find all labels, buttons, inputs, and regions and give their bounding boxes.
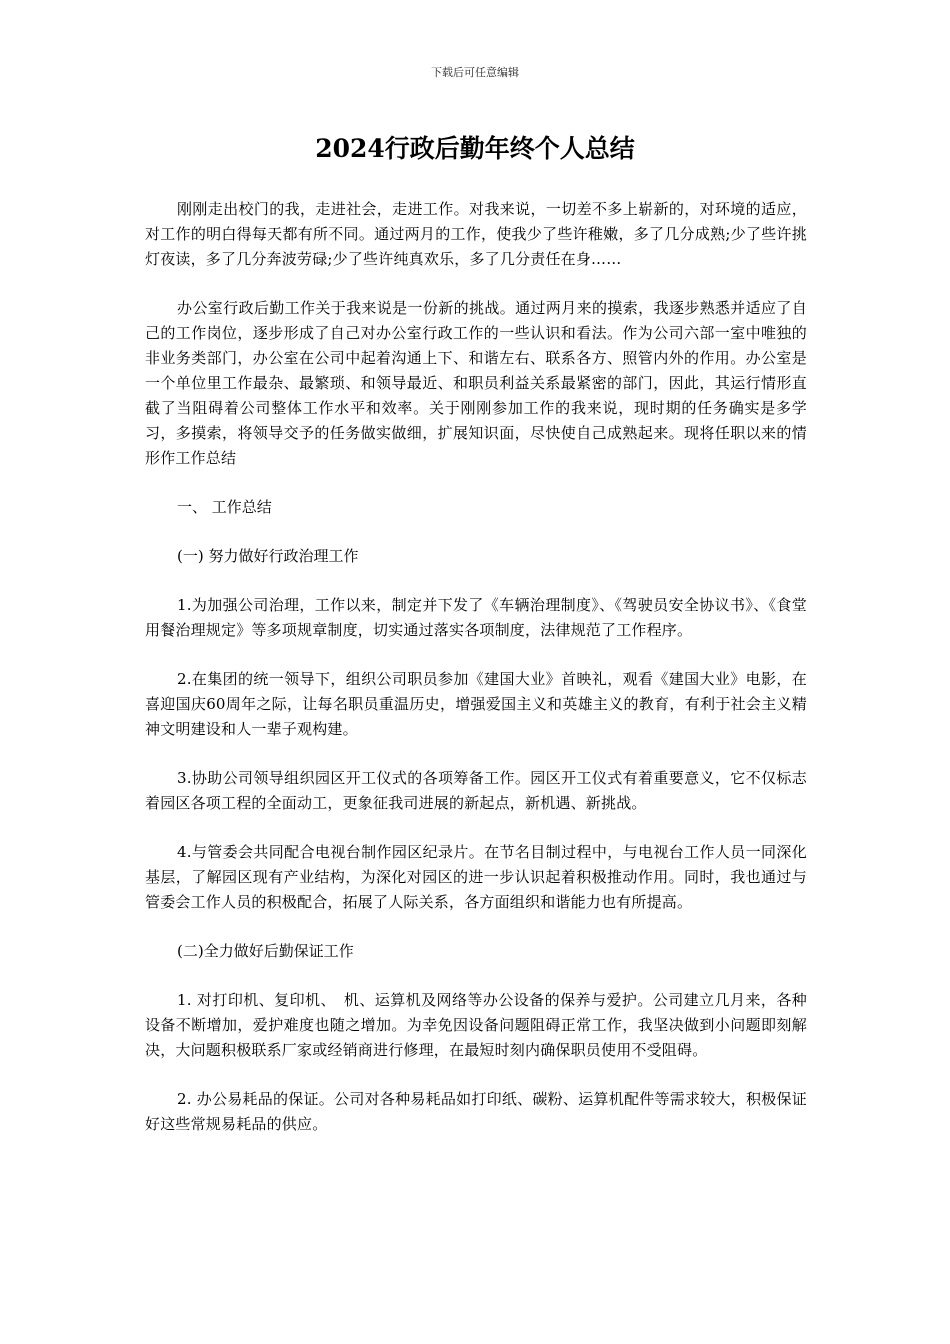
- paragraph-logistics-1: 1. 对打印机、复印机、 机、运算机及网络等办公设备的保养与爱护。公司建立几月来，各种设备不断增加，爱护难度也随之增加。为幸免因设备问题阻碍正常工作，我坚决做到小问题即刻解决，大问题积极联系厂家或经销商进行修理，在最短时刻内确保职员使用不受阻碍。: [145, 991, 807, 1059]
- paragraph-office-work: 办公室行政后勤工作关于我来说是一份新的挑战。通过两月来的摸索，我逐步熟悉并适应了自己的工作岗位，逐步形成了自己对办公室行政工作的一些认识和看法。作为公司六部一室中唯独的非业务类部门，办公室在公司中起着沟通上下、和谐左右、联系各方、照管内外的作用。办公室是一个单位里工作最杂、最繁琐、和领导最近、和职员利益关系最紧密的部门，因此，其运行情形直截了当阻碍着公司整体工作水平和效率。关于刚刚参加工作的我来说，现时期的任务确实是多学习，多摸索，将领导交予的任务做实做细，扩展知识面，尽快使自己成熟起来。现将任职以来的情形作工作总结: [145, 299, 807, 467]
- paragraph-item-1: 1.为加强公司治理，工作以来，制定并下发了《车辆治理制度》、《驾驶员安全协议书》、《食堂用餐治理规定》等多项规章制度，切实通过落实各项制度，法律规范了工作程序。: [145, 596, 807, 639]
- subsection-heading-admin: (一) 努力做好行政治理工作: [177, 547, 359, 565]
- subsection-heading-logistics: (二)全力做好后勤保证工作: [177, 942, 354, 960]
- paragraph-item-4: 4.与管委会共同配合电视台制作园区纪录片。在节名目制过程中，与电视台工作人员一同深化基层，了解园区现有产业结构，为深化对园区的进一步认识起着积极推动作用。同时，我也通过与管委会工作人员的积极配合，拓展了人际关系，各方面组织和谐能力也有所提高。: [145, 843, 807, 911]
- document-body: [145, 197, 807, 1161]
- paragraph-item-3: 3.协助公司领导组织园区开工仪式的各项筹备工作。园区开工仪式有着重要意义，它不仅标志着园区各项工程的全面动工，更象征我司进展的新起点，新机遇、新挑战。: [145, 769, 807, 812]
- document-title: 2024行政后勤年终个人总结: [315, 134, 635, 163]
- paragraph-item-2: 2.在集团的统一领导下，组织公司职员参加《建国大业》首映礼，观看《建国大业》电影，在喜迎国庆60周年之际，让每名职员重温历史，增强爱国主义和英雄主义的教育，有利于社会主义精神文明建设和人一辈子观构建。: [145, 670, 807, 738]
- paragraph-intro: 刚刚走出校门的我，走进社会，走进工作。对我来说，一切差不多上崭新的，对环境的适应，对工作的明白得每天都有所不同。通过两月的工作，使我少了些许稚嫩，多了几分成熟;少了些许挑灯夜读，多了几分奔波劳碌;少了些许纯真欢乐，多了几分责任在身……: [145, 200, 807, 268]
- header-note: 下载后可任意编辑: [431, 66, 519, 79]
- paragraph-logistics-2: 2. 办公易耗品的保证。公司对各种易耗品如打印纸、碳粉、运算机配件等需求较大，积极保证好这些常规易耗品的供应。: [145, 1090, 807, 1133]
- section-heading-work-summary: 一、 工作总结: [177, 498, 272, 516]
